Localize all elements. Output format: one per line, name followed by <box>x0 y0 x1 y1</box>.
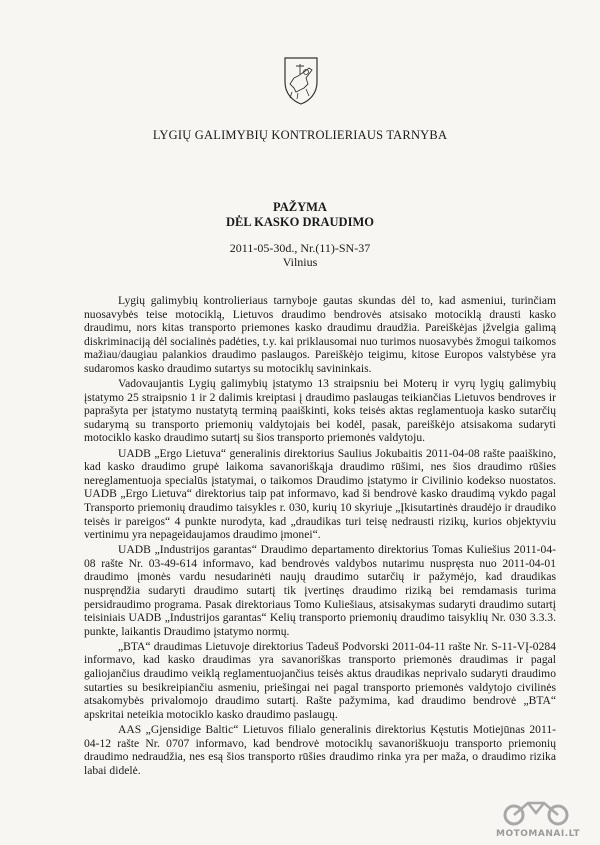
document-meta <box>0 241 600 269</box>
document-title-line-2: DĖL KASKO DRAUDIMO <box>226 215 374 229</box>
document-body <box>84 294 556 779</box>
paragraph-5: „BTA“ draudimas Lietuvoje direktorius Tadeuš Podvorski 2011-04-11 rašte Nr. S-11-VĮ-0284 informavo, kad kasko draudimas yra savanoriškas transporto priemonės draudimas ir pagal galiojančius draudimo veiklą reglamentuojančius teisės aktus draudikas neprivalo sudaryti draudimo sutarties su besikreipiančiu asmeniu, priešingai nei pagal transporto priemonės valdytojo civilinės atsakomybės privalomojo draudimo sutartį. Rašte pažymima, kad draudimo bendrovė „BTA“ apskritai neteikia motociklo kasko draudimo paslaugų. <box>84 639 556 721</box>
document-place: Vilnius <box>282 255 318 269</box>
motorcycle-icon <box>488 795 580 827</box>
coat-of-arms-icon <box>282 54 320 106</box>
paragraph-6: AAS „Gjensidige Baltic“ Lietuvos filialo generalinis direktorius Kęstutis Motiejūnas 2011-04-12 rašte Nr. 0707 informavo, kad bendrovė motociklų savanoriškuoju transporto priemonių draudimo nedraudžia, nes esą šios transporto rūšies draudimo rinka yra per maža, o draudimo rizika labai didelė. <box>84 722 556 777</box>
watermark-logo <box>488 795 580 839</box>
watermark-text: MOTOMANAI.LT <box>496 829 580 839</box>
paragraph-2: Vadovaujantis Lygių galimybių įstatymo 13 straipsniu bei Moterų ir vyrų lygių galimybių įstatymo 25 straipsnio 1 ir 2 dalimis kreiptasi į draudimo paslaugas teikiančias Lietuvos bendroves ir paprašyta per įstatymo nustatytą terminą paaiškinti, koks teisės aktas reglamentuoja kasko sutarčių sudarymą su transporto priemonių valdytojais bei kodėl, pasak, pareiškėjo atsisakoma sudaryti motociklo kasko draudimo sutartį su šios transporto priemonės valdytoju. <box>84 377 556 445</box>
agency-name: LYGIŲ GALIMYBIŲ KONTROLIERIAUS TARNYBA <box>152 128 448 142</box>
paragraph-1: Lygių galimybių kontrolieriaus tarnyboje gautas skundas dėl to, kad asmeniui, turinčiam nuosavybės teise motociklą, Lietuvos draudimo bendrovės atsisako motociklą drausti kasko draudimu, nors kitas transporto priemones kasko draudimu draudžia. Pareiškėjas įžvelgia galimą diskriminaciją dėl socialinės padėties, t.y. kai priklausomai nuo turimos nuosavybės žmogui taikomos mažiau/daugiau palankios draudimo paslaugos. Pareiškėjo teigimu, kitose Europos valstybėse yra sudaromos kasko draudimo sutartys su motociklų savininkais. <box>84 294 556 375</box>
document-date-number: 2011-05-30d., Nr.(11)-SN-37 <box>229 241 371 255</box>
paragraph-3: UADB „Ergo Lietuva“ generalinis direktorius Saulius Jokubaitis 2011-04-08 rašte paaiškino, kad kasko draudimo grupė laikoma savanoriškąja draudimo rūšimi, nes šios draudimo rūšies nereglamentuoja specialūs įstatymai, o taikomos Draudimo įstatymo ir Civilinio kodekso nuostatos. UADB „Ergo Lietuva“ direktorius taip pat informavo, kad ši bendrovė kasko draudimą vykdo pagal Transporto priemonių draudimo taisykles r. 030, kurių 10 skyriuje „Įkisutartinės draudėjo ir draudiko teisės ir pareigos“ 4 punkte nurodyta, kad „draudikas turi teisę nedrausti rizikų, kurios objektyviu vertinimu yra nepageidaujamos draudimo įmonei“. <box>84 446 556 542</box>
document-title-line-1: PAŽYMA <box>273 200 327 214</box>
document-title <box>0 200 600 230</box>
paragraph-4: UADB „Industrijos garantas“ Draudimo departamento direktorius Tomas Kuliešius 2011-04-08 rašte Nr. 03-49-614 informavo, kad bendrovės valdybos nutarimu nuspręsta nuo 2011-04-01 draudimo įmonės vardu nesudarinėti naujų draudimo sutarčių ir pažymėjo, kad draudikas nuspręndžia sudaryti draudimo sutartį tik įvertinęs draudimo riziką bei remdamasis turima persidraudimo programa. Pasak direktoriaus Tomo Kuliešiaus, atsisakymas sudaryti draudimo sutartį teisiniais UADB „Industrijos garantas“ Kelių transporto priemonių draudimo taisyklių Nr. 030 3.3.3. punkte, laikantis Draudimo įstatymo normų. <box>84 543 556 638</box>
